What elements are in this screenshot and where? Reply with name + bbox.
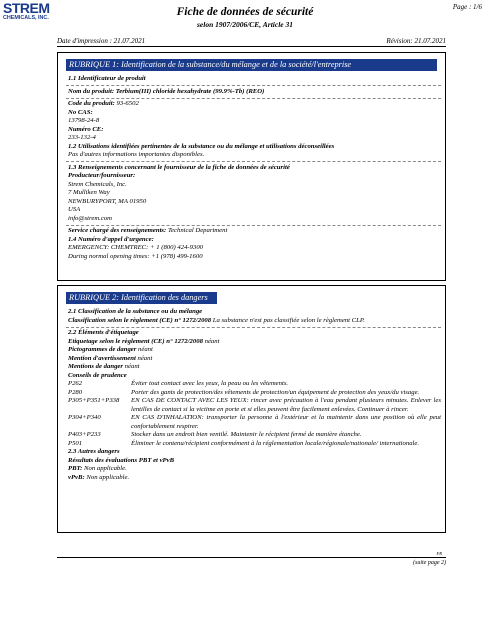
supplier-line: NEWBURYPORT, MA 01950 xyxy=(68,197,147,205)
h12-text: Pas d'autres informations importantes disponibles. xyxy=(68,151,205,158)
revision-date: Révision: 21.07.2021 xyxy=(386,37,446,45)
h12: 1.2 Utilisations identifiées pertinentes de la substance ou du mélange et utilisations déconseillées xyxy=(68,142,335,150)
page-number: Page : 1/6 xyxy=(452,3,482,11)
divider xyxy=(66,85,441,86)
document-title: Fiche de données de sécurité xyxy=(176,6,314,18)
language-code: FR xyxy=(436,551,442,556)
pictogrammes-line: Pictogrammes de danger néant xyxy=(68,346,153,353)
classification-line: Classification selon le règlement (CE) n° 1272/2008 La substance n'est pas classifiée selon le règlement CLP. xyxy=(68,316,365,324)
h14: 1.4 Numéro d'appel d'urgence: xyxy=(68,235,154,243)
supplier-line: 7 Mulliken Way xyxy=(68,189,110,196)
section-1-heading: RUBRIQUE 1: Identification de la substance/du mélange et de la société/l'entreprise xyxy=(66,59,437,71)
opening-line: During normal opening times: +1 (978) 499-1600 xyxy=(68,252,203,260)
precaution-phrase: P304+P340 EN CAS D'INHALATION: transporter la personne à l'extérieur et la maintenir dans une position où elle peut confortablement respirer. xyxy=(68,414,441,430)
precaution-phrase: P403+P233 Stocker dans un endroit bien ventilé. Maintenir le récipient fermé de manière étanche. xyxy=(68,431,362,438)
logo-subtitle: CHEMICALS, INC. xyxy=(3,15,49,21)
precaution-phrase: P305+P351+P338 EN CAS DE CONTACT AVEC LES YEUX: rincer avec précaution à l'eau pendant plusieurs minutes. Enlever les lentilles de contact si la victime en porte et si elles peuvent être facilement enlevées. Continuer à rincer. xyxy=(68,397,441,413)
print-date: Date d'impression : 21.07.2021 xyxy=(57,37,146,45)
divider xyxy=(66,327,441,328)
pbt-heading: Résultats des évaluations PBT et vPvB xyxy=(68,456,175,464)
etiquetage-line: Etiquetage selon le règlement (CE) n° 1272/2008 néant xyxy=(68,337,220,345)
h21: 2.1 Classification de la substance ou du mélange xyxy=(68,308,203,315)
h22: 2.2 Éléments d'étiquetage xyxy=(68,329,139,336)
conseils-label: Conseils de prudence xyxy=(68,371,127,379)
continued-note: (suite page 2) xyxy=(413,560,446,566)
h11: 1.1 Identificateur de produit xyxy=(68,75,146,82)
emergency-line: EMERGENCY: CHEMTREC: + 1 (800) 424-9300 xyxy=(68,244,204,251)
date-row xyxy=(57,37,446,45)
vpvb-line: vPvB: Non applicable. xyxy=(68,473,130,481)
precaution-phrase: P262 Éviter tout contact avec les yeux, la peau ou les vêtements. xyxy=(68,380,289,387)
divider xyxy=(66,98,441,99)
section-1-content xyxy=(66,75,441,261)
pbt-line: PBT: Non applicable. xyxy=(68,465,127,472)
h13: 1.3 Renseignements concernant le fournisseur de la fiche de données de sécurité xyxy=(68,163,290,171)
divider xyxy=(66,161,441,162)
product-name-line: Nom du produit: Terbium(III) chloride hexahydrate (99.9%-Tb) (REO) xyxy=(68,87,265,95)
document-subtitle: selon 1907/2006/CE, Article 31 xyxy=(197,20,293,29)
supplier-email[interactable]: info@strem.com xyxy=(68,214,112,222)
logo-mark: STREM xyxy=(3,0,50,16)
divider xyxy=(66,225,441,226)
cas-label: No CAS: xyxy=(68,108,93,116)
ce-value: 233-132-4 xyxy=(68,134,96,141)
header-divider xyxy=(57,46,446,47)
section-2-content xyxy=(66,308,441,482)
product-code-line: Code du produit: 93-6502 xyxy=(68,100,139,107)
supplier-label: Producteur/fournisseur: xyxy=(68,172,136,179)
cas-value: 13798-24-8 xyxy=(68,117,100,124)
service-line: Service chargé des renseignements: Technical Department xyxy=(68,227,228,234)
precaution-phrase: P280 Porter des gants de protection/des vêtements de protection/un équipement de protection des yeux/du visage. xyxy=(68,388,420,396)
supplier-line: USA xyxy=(68,206,81,213)
h23: 2.3 Autres dangers xyxy=(68,448,120,455)
footer-divider xyxy=(57,557,446,558)
precaution-phrase: P501 Éliminer le contenu/récipient conformément à la réglementation locale/régionale/nationale/ internationale. xyxy=(68,439,420,447)
supplier-line: Strem Chemicals, Inc. xyxy=(68,180,127,188)
section-1 xyxy=(57,52,446,281)
avertissement-line: Mention d'avertissement néant xyxy=(68,354,153,362)
section-2 xyxy=(57,285,446,533)
section-2-heading: RUBRIQUE 2: Identification des dangers xyxy=(66,292,217,304)
mentions-danger-line: Mentions de danger néant xyxy=(68,363,140,370)
ce-label: Numéro CE: xyxy=(68,125,104,133)
